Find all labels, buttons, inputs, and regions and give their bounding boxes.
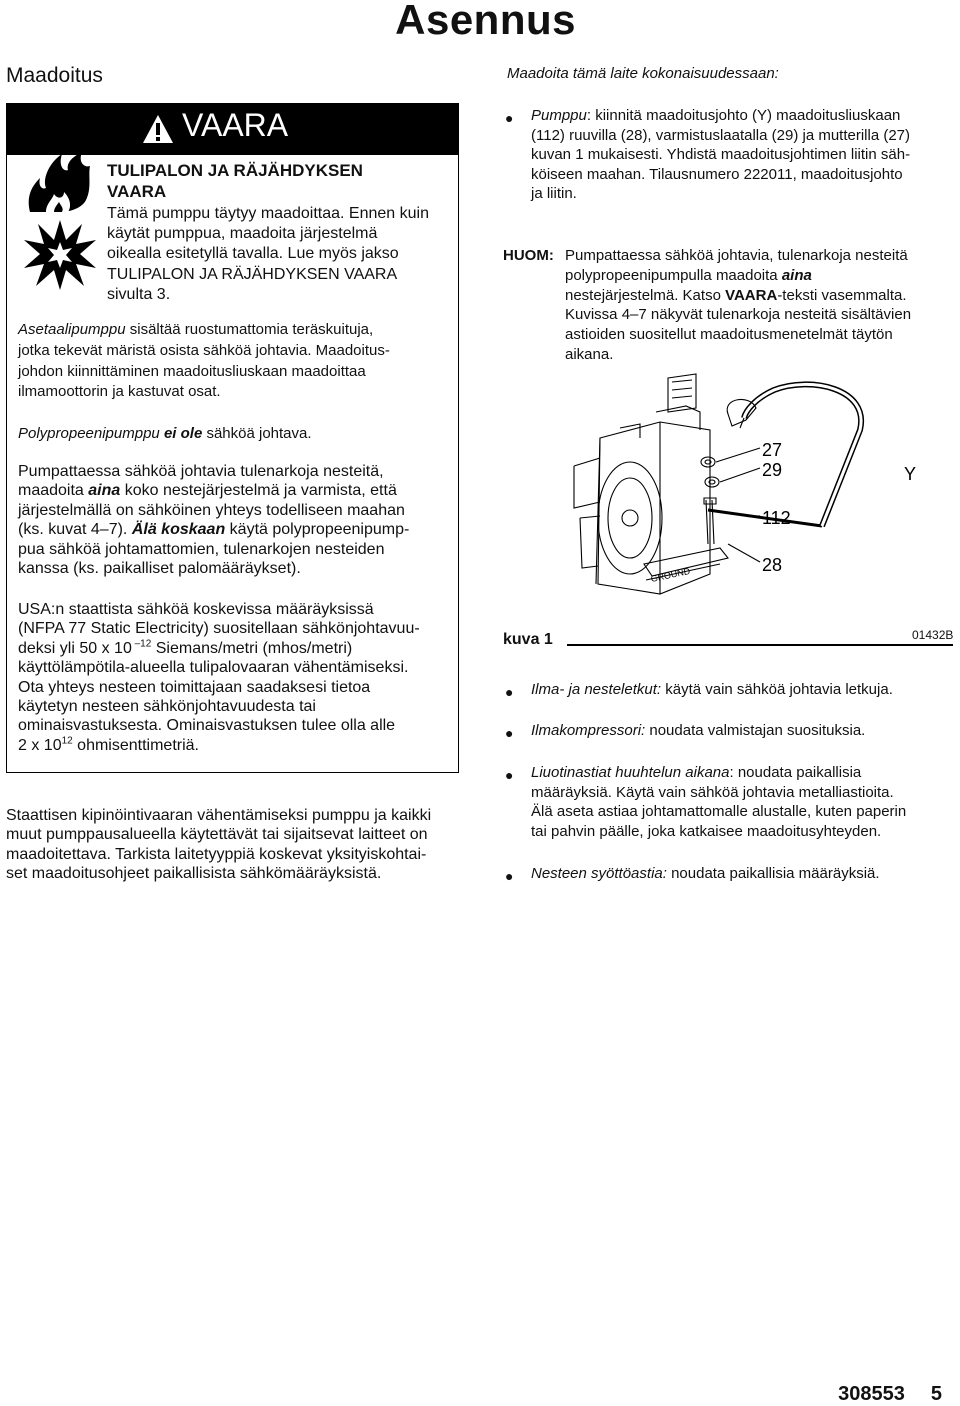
text-run: Siemans/metri (mhos/metri) (151, 639, 353, 657)
hazard-heading-line-1: TULIPALON JA RÄJÄHDYKSEN (107, 161, 363, 180)
grounding-paragraph (18, 462, 409, 578)
note-paragraph (565, 246, 911, 365)
hazard-text-line: Tämä pumppu täytyy maadoittaa. Ennen kuin (107, 205, 429, 222)
text-run: noudata valmistajan suosituksia. (645, 722, 866, 739)
text-run: (ks. kuvat 4–7). (18, 521, 132, 539)
nfpa-paragraph (18, 600, 420, 755)
page-number: 5 (930, 1383, 942, 1405)
paragraph-line: set maadoitusohjeet paikallisista sähkömääräyksistä. (6, 865, 382, 883)
paragraph-line: käytetyn nesteen sähkönjohtavuudesta tai (18, 698, 316, 716)
bullet-dot: ● (505, 110, 514, 126)
text-run: maadoita (18, 482, 89, 500)
bullet-term: Liuotinastiat huuhtelun aikana (531, 764, 730, 781)
callout-28: 28 (762, 555, 783, 575)
text-run: noudata paikallisia määräyksiä. (666, 865, 880, 882)
text-run: : noudata paikallisia (729, 764, 862, 781)
paragraph-line: pua sähköä johtamattomien, tulenarkojen nesteiden (18, 540, 385, 558)
acetal-paragraph (18, 320, 390, 403)
hazard-heading-line-2: VAARA (107, 182, 167, 201)
paragraph-line: johdon kiinnittäminen maadoitusliuskaan maadoittaa (18, 362, 366, 380)
paragraph-line: Pumpattaessa sähköä johtavia tulenarkoja nesteitä, (18, 463, 384, 480)
bullet-dot: ● (505, 868, 514, 884)
text-run: sisältää ruostumattomia teräskuituja, (125, 321, 374, 338)
fire-hazard-icon (24, 150, 94, 214)
hazard-text-line: käytät pumppua, maadoita järjestelmä (107, 225, 378, 243)
page-footer (838, 1383, 942, 1406)
bullet-term: Ilma- ja nesteletkut: (531, 681, 662, 698)
paragraph-line: kuvan 1 mukaisesti. Yhdistä maadoitusjohtimen liitin säh- (531, 146, 911, 164)
paragraph-line: aikana. (565, 345, 614, 363)
callout-112: 112 (762, 508, 791, 528)
paragraph-line: Pumpattaessa sähköä johtavia, tulenarkoja nesteitä (565, 247, 908, 264)
pump-paragraph (531, 106, 910, 204)
bullet-hoses (531, 680, 893, 700)
warning-triangle-icon (142, 114, 174, 144)
text-run: koko nestejärjestelmä ja varmista, että (120, 482, 397, 500)
callout-27: 27 (762, 440, 783, 460)
paragraph-line: (NFPA 77 Static Electricity) suositellaan sähkönjohtavuu- (18, 620, 420, 638)
bullet-term: Ilmakompressori: (531, 722, 646, 739)
paragraph-line: (112) ruuvilla (28), varmistuslaatalla (29) ja mutterilla (27) (531, 126, 911, 144)
bullet-dot: ● (505, 684, 514, 700)
caption-rule (567, 644, 953, 646)
bullet-compressor (531, 721, 865, 741)
paragraph-line: Älä aseta astiaa johtamattomalle alustalle, kuten paperin (531, 803, 907, 821)
text-run: ohmisenttimetriä. (72, 736, 199, 754)
emphasis-not: ei ole (163, 425, 203, 442)
paragraph-line: muut pumppausalueella käytettävät tai sijaitsevat laitteet on (6, 826, 428, 844)
page-title: Asennus (395, 0, 576, 43)
bullet-supply-container (531, 864, 880, 884)
bullet-dot: ● (505, 725, 514, 741)
paragraph-line: kanssa (ks. paikalliset palomääräykset). (18, 560, 301, 578)
text-run: : kiinnitä maadoitusjohto (Y) maadoitusliuskaan (586, 107, 901, 124)
hazard-text-line: oikealla esitetyllä tavalla. Lue myös jakso (107, 245, 399, 263)
exponent: 12 (61, 735, 73, 747)
text-run: käytä polypropeenipump- (225, 521, 410, 539)
paragraph-line: määräyksiä. Käytä vain sähköä johtavia metalliastioita. (531, 783, 894, 801)
callout-29: 29 (762, 460, 783, 480)
acetal-term: Asetaalipumppu (18, 321, 126, 338)
hazard-heading (107, 160, 363, 202)
text-run: nestejärjestelmä. Katso (565, 286, 726, 304)
bullet-dot: ● (505, 767, 514, 783)
polypropylene-paragraph (18, 424, 312, 444)
bullet-term: Nesteen syöttöastia: (531, 865, 667, 882)
emphasis-always: aina (781, 266, 812, 284)
text-run: -teksti vasemmalta. (777, 286, 907, 304)
polypropylene-term: Polypropeenipumppu (18, 425, 164, 442)
hazard-text (107, 204, 429, 305)
exponent: –12 (131, 638, 152, 650)
hazard-text-line: sivulta 3. (107, 285, 171, 303)
paragraph-line: köiseen maahan. Tilausnumero 222011, maadoitusjohto (531, 165, 903, 183)
paragraph-line: astioiden suositellut maadoitusmenetelmät täytön (565, 326, 893, 344)
text-run: käytä vain sähköä johtavia letkuja. (661, 681, 893, 698)
static-spark-paragraph (6, 806, 431, 884)
paragraph-line: Staattisen kipinöintivaaran vähentämiseksi pumppu ja kaikki (6, 807, 432, 824)
pump-term: Pumppu (531, 107, 587, 124)
paragraph-line: jotka tekevät märistä osista sähköä johtavia. Maadoitus- (18, 341, 390, 359)
document-number: 308553 (838, 1383, 905, 1405)
hazard-text-line: TULIPALON JA RÄJÄHDYKSEN VAARA (107, 265, 398, 283)
paragraph-line: ilmamoottorin ja kastuvat osat. (18, 383, 221, 401)
paragraph-line: ja liitin. (531, 185, 577, 203)
bullet-solvent-pails (531, 763, 906, 841)
paragraph-line: ominaisvastuksesta. Ominaisvastuksen tulee olla alle (18, 717, 396, 735)
paragraph-line: USA:n staattista sähköä koskevissa määräyksissä (18, 601, 374, 618)
paragraph-line: käyttölämpötila-alueella tulipalovaaran vähentämiseksi. (18, 659, 409, 677)
paragraph-line: tai pahvin päälle, joka katkaisee maadoitusyhteyden. (531, 822, 882, 840)
emphasis-warning-ref: VAARA (725, 286, 778, 304)
text-run: 2 x 10 (18, 736, 62, 754)
emphasis-never: Älä koskaan (131, 521, 226, 539)
note-label: HUOM: (503, 247, 554, 264)
right-heading: Maadoita tämä laite kokonaisuudessaan: (507, 65, 779, 82)
figure-code: 01432B (912, 628, 954, 642)
text-run: deksi yli 50 x 10 (18, 639, 132, 657)
figure-caption: kuva 1 (503, 631, 553, 648)
paragraph-line: Ota yhteys nesteen toimittajaan saadaksesi tietoa (18, 678, 371, 696)
warning-title: VAARA (182, 107, 289, 143)
grounding-figure (560, 368, 920, 612)
paragraph-line: järjestelmällä on sähköinen yhteys todelliseen maahan (18, 501, 405, 519)
text-run: polypropeenipumpulla maadoita (565, 266, 782, 284)
callout-y: Y (904, 464, 917, 484)
explosion-hazard-icon (22, 218, 98, 290)
emphasis-always: aina (88, 482, 121, 500)
ground-stamp: GROUND (649, 565, 692, 585)
paragraph-line: Kuvissa 4–7 näkyvät tulenarkoja nesteitä sisältävien (565, 306, 912, 324)
section-heading: Maadoitus (6, 64, 103, 87)
text-run: sähköä johtava. (202, 425, 312, 442)
paragraph-line: maadoitettava. Tarkista laitetyyppiä koskevat yksityiskohtai- (6, 845, 427, 863)
